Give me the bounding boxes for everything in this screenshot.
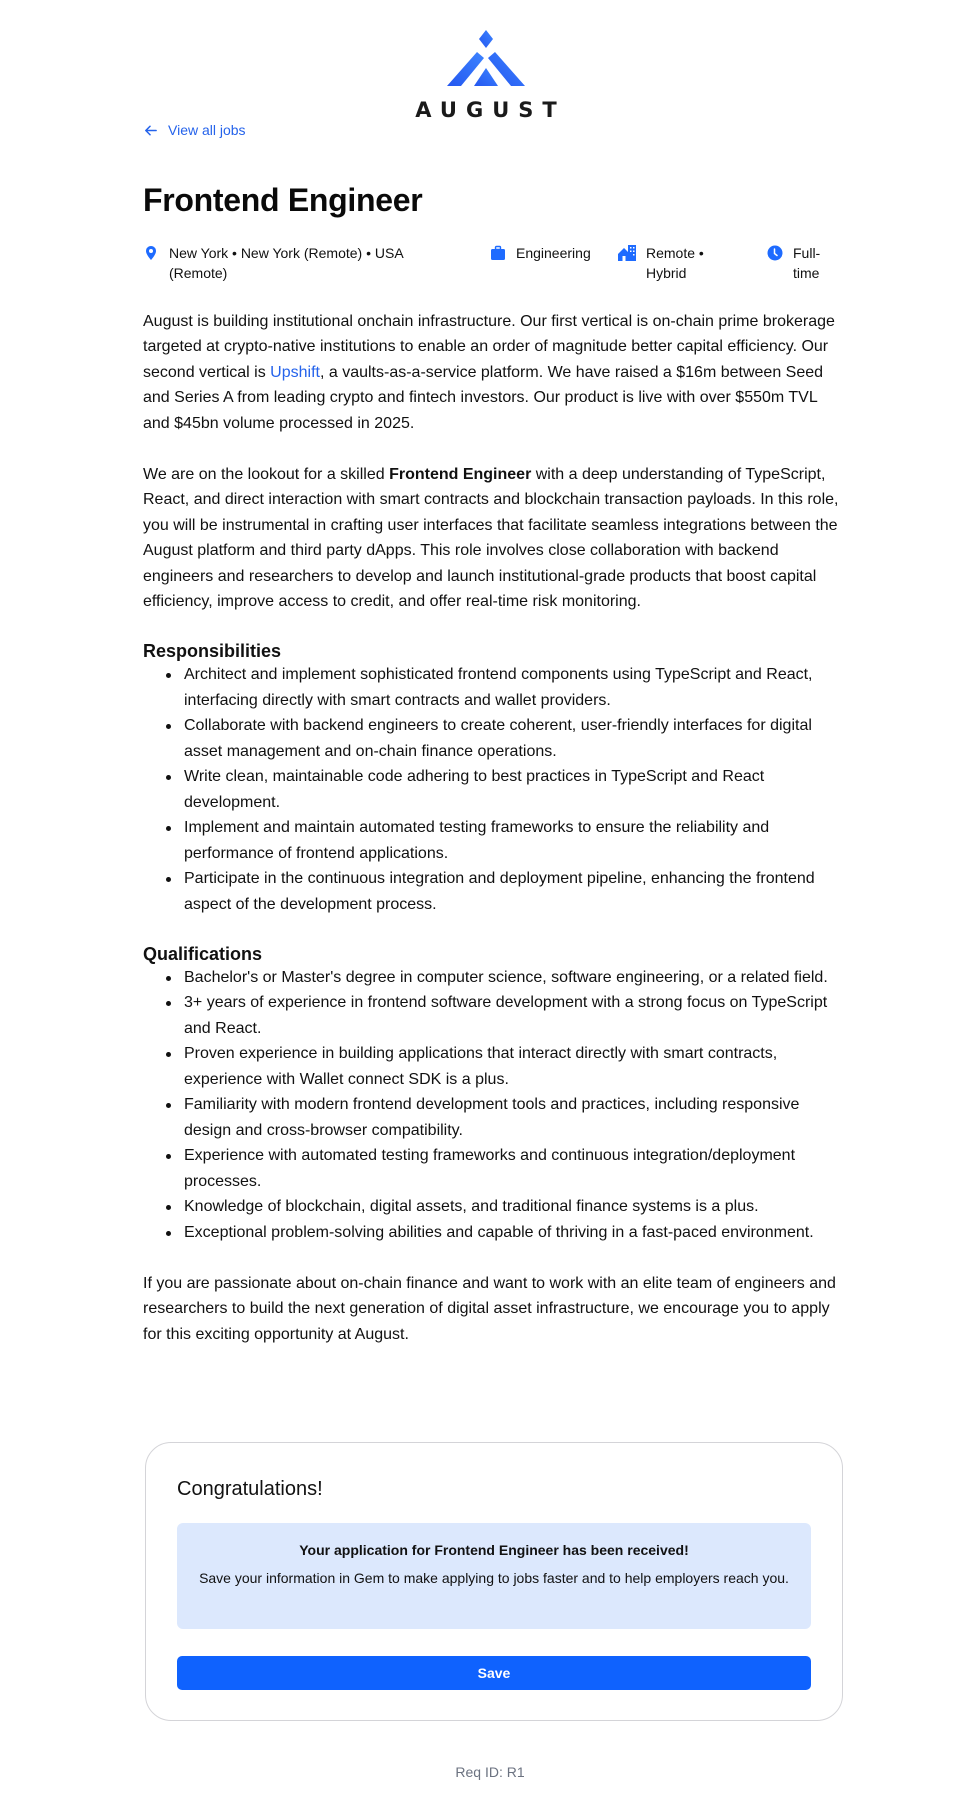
list-item: Experience with automated testing frameworks and continuous integration/deployment processes. (143, 1143, 839, 1194)
confirmation-info-box (177, 1523, 811, 1629)
qualifications-heading: Qualifications (143, 943, 263, 964)
responsibilities-heading: Responsibilities (143, 641, 282, 661)
list-item: Exceptional problem-solving abilities and capable of thriving in a fast-paced environment. (143, 1220, 839, 1246)
list-item: Collaborate with backend engineers to create coherent, user-friendly interfaces for digital asset management and on-chain finance operations. (143, 713, 839, 764)
list-item: Knowledge of blockchain, digital assets, and traditional finance systems is a plus. (143, 1194, 839, 1220)
meta-workplace (618, 243, 767, 283)
employment-type-text: Full-time (793, 244, 821, 281)
list-item: 3+ years of experience in frontend software development with a strong focus on TypeScript and React. (143, 990, 839, 1041)
qualifications-list (143, 965, 839, 1246)
role-text: We are on the lookout for a skilled (143, 465, 390, 483)
workplace-text: Remote • Hybrid (646, 244, 704, 281)
briefcase-icon (490, 245, 506, 261)
arrow-left-icon (143, 123, 158, 138)
job-content (143, 121, 839, 1373)
list-item: Participate in the continuous integration and deployment pipeline, enhancing the frontend aspect of the development process. (143, 866, 839, 917)
role-paragraph (143, 462, 839, 615)
job-description (143, 309, 839, 1348)
meta-department (490, 243, 618, 283)
job-meta (143, 243, 839, 283)
list-item: Proven experience in building applications that interact directly with smart contracts, experience with Wallet connect SDK is a plus. (143, 1041, 839, 1092)
intro-paragraph (143, 309, 839, 437)
location-text: New York • New York (Remote) • USA (Remote) (169, 244, 403, 281)
view-all-jobs-link[interactable] (143, 121, 246, 139)
list-item: Bachelor's or Master's degree in computer science, software engineering, or a related field. (143, 965, 839, 991)
map-pin-icon (143, 245, 159, 261)
department-text: Engineering (516, 244, 591, 261)
view-all-jobs-label: View all jobs (168, 122, 246, 138)
august-logo-icon (446, 28, 526, 86)
list-item: Write clean, maintainable code adhering to best practices in TypeScript and React development. (143, 764, 839, 815)
company-logo (0, 28, 972, 120)
upshift-link[interactable]: Upshift (270, 363, 320, 381)
list-item: Familiarity with modern frontend development tools and practices, including responsive design and cross-browser compatibility. (143, 1092, 839, 1143)
responsibilities-list (143, 662, 839, 917)
logo-wordmark: AUGUST (415, 98, 566, 122)
confirmation-title: Congratulations! (177, 1478, 323, 1500)
intro-text: August is building institutional onchain infrastructure. Our first vertical is on-chain prime brokerage targeted at crypto-native institutions to enable an order of magnitude better capital efficiency. Our second vertical is (143, 312, 835, 381)
application-confirmation-card (145, 1442, 843, 1721)
save-button[interactable]: Save (177, 1656, 811, 1690)
req-id: Req ID: R1 (455, 1764, 525, 1780)
building-icon (618, 245, 636, 261)
confirmation-headline: Your application for Frontend Engineer has been received! (299, 1542, 689, 1558)
list-item: Implement and maintain automated testing frameworks to ensure the reliability and performance of frontend applications. (143, 815, 839, 866)
intro-text-cont: , a vaults-as-a-service platform. We have raised a $16m between Seed and Series A from leading crypto and fintech investors. Our product is live with over $550m TVL and $45bn volume processed in 2025. (143, 363, 824, 432)
job-title: Frontend Engineer (143, 181, 423, 218)
list-item: Architect and implement sophisticated frontend components using TypeScript and React, interfacing directly with smart contracts and wallet providers. (143, 662, 839, 713)
meta-location (143, 243, 490, 283)
role-title-bold: Frontend Engineer (389, 465, 532, 483)
meta-employment-type (767, 243, 833, 283)
role-text-cont: with a deep understanding of TypeScript, React, and direct interaction with smart contracts and blockchain transaction payloads. In this role, you will be instrumental in crafting user interfaces that facilitate seamless integrations between the August platform and third party dApps. This role involves close collaboration with backend engineers and researchers to develop and launch institutional-grade products that boost capital efficiency, improve access to credit, and offer real-time risk monitoring. (143, 465, 839, 610)
closing-paragraph: If you are passionate about on-chain finance and want to work with an elite team of engineers and researchers to build the next generation of digital asset infrastructure, we encourage you to apply for this exciting opportunity at August. (143, 1274, 836, 1343)
clock-icon (767, 245, 783, 261)
confirmation-body: Save your information in Gem to make applying to jobs faster and to help employers reach you. (199, 1570, 789, 1586)
